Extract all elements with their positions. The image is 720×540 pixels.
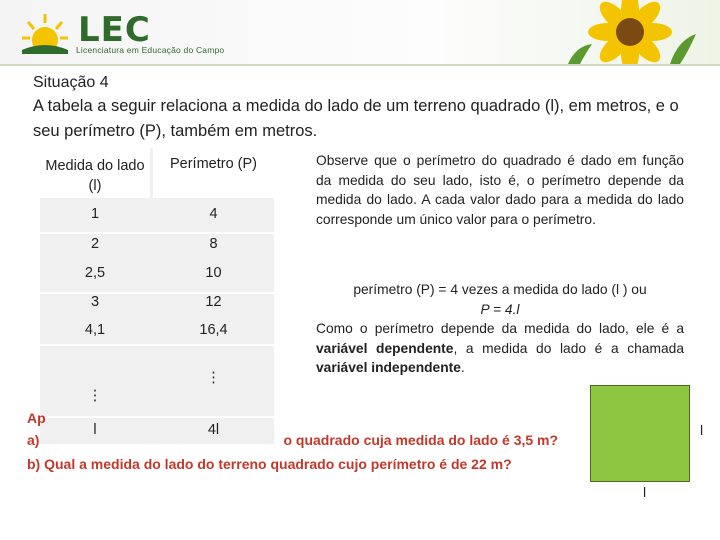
banner-divider <box>0 64 720 66</box>
table-cell-ellipsis: ⋮ <box>206 370 221 386</box>
side-label-bottom: l <box>643 484 647 500</box>
table-cell: 8 <box>209 236 218 252</box>
formula-block <box>316 280 684 378</box>
sunflower-icon <box>560 0 700 64</box>
dependency-text-part: Como o perímetro depende da medida do lado, ele é a <box>316 321 684 336</box>
table-cell: 4l <box>207 422 220 438</box>
question-b: b) Qual a medida do lado do terreno quadrado cujo perímetro é de 22 m? <box>27 456 512 472</box>
table-divider <box>40 344 274 346</box>
table-header-side: Medida do lado (l) <box>45 158 145 194</box>
sun-logo-icon <box>20 10 70 54</box>
independent-variable-term: variável independente <box>316 360 461 375</box>
table-cell: 12 <box>205 294 222 310</box>
formula-expression: P = 4.l <box>480 301 520 317</box>
table-cell: 4,1 <box>84 322 106 338</box>
table-divider <box>40 232 274 234</box>
questions-heading: Ap <box>27 410 46 426</box>
table-cell-ellipsis: ⋮ <box>87 388 103 404</box>
situation-title: Situação 4 <box>33 74 109 91</box>
explanation-paragraph: Observe que o perímetro do quadrado é dado em função da medida do seu lado, isto é, o perímetro depende da medida do lado. A cada valor dado para a medida do lado corresponde um único valor para o perímetro. <box>316 153 684 227</box>
table-cell: 16,4 <box>199 322 228 338</box>
dependent-variable-term: variável dependente <box>316 340 454 356</box>
question-a-text: o quadrado cuja medida do lado é 3,5 m? <box>283 432 559 448</box>
header-banner <box>0 0 720 64</box>
table-cell: 4 <box>209 206 218 222</box>
dependency-text-part: , a medida do lado é a chamada <box>453 340 684 356</box>
question-a-label: a) <box>27 432 40 448</box>
table-cell: 2 <box>90 236 100 252</box>
side-label-right: l <box>700 422 704 438</box>
data-table <box>40 148 274 444</box>
table-cell: 3 <box>90 294 100 310</box>
table-cell: 2,5 <box>84 265 106 281</box>
table-divider <box>40 416 274 418</box>
table-cell: 1 <box>90 206 100 222</box>
dependency-text <box>316 319 684 378</box>
situation-intro: A tabela a seguir relaciona a medida do lado de um terreno quadrado (l), em metros, e o seu perímetro (P), também em metros. <box>33 97 679 140</box>
dependency-text-part: . <box>460 360 465 375</box>
table-cell: l <box>93 422 97 438</box>
logo-subtitle: Licenciatura em Educação do Campo <box>76 45 225 55</box>
question-a <box>27 432 558 448</box>
table-cell: 10 <box>205 265 222 281</box>
table-header-perimeter: Perímetro (P) <box>169 156 257 172</box>
formula-line: perímetro (P) = 4 vezes a medida do lado (l ) ou <box>353 282 647 297</box>
square-figure <box>590 385 690 482</box>
logo-text: LEC <box>78 10 151 50</box>
